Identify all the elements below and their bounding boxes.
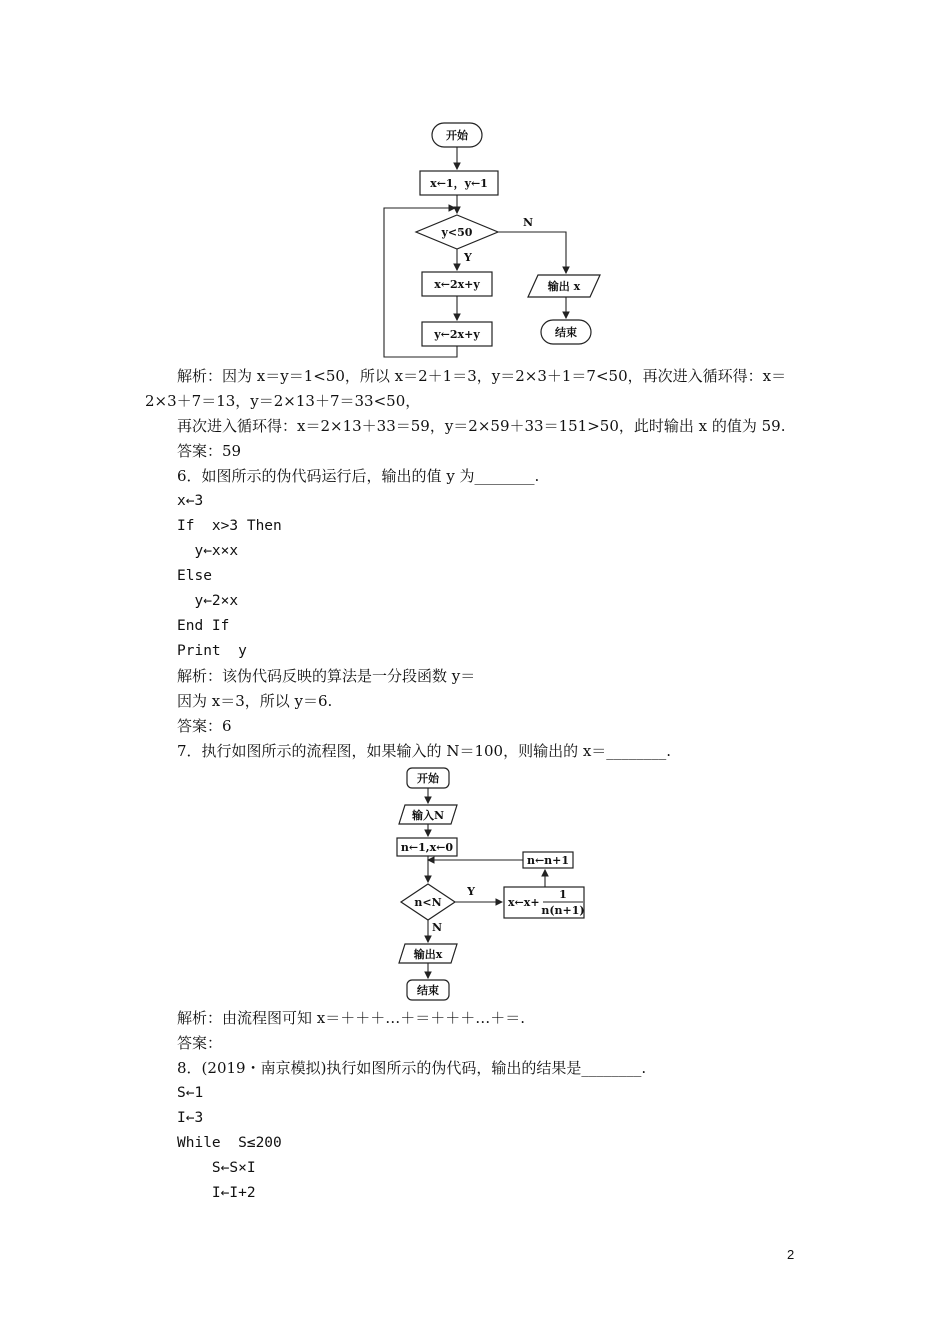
end-label: 结束 [555,326,577,339]
q6-code-line: y←2×x [177,593,239,609]
q6-solution-line-1: 解析：该伪代码反映的算法是一分段函数 y＝ [177,667,476,685]
q7-question: 7．执行如图所示的流程图，如果输入的 N＝100，则输出的 x＝________. [177,742,672,760]
step2-label: y←2x+y [434,328,480,341]
fraction-numerator: 1 [559,888,567,901]
q7-solution: 解析：由流程图可知 x＝＋＋＋…＋＝＋＋＋…＋＝. [177,1009,525,1027]
q6-solution-line-2: 因为 x＝3，所以 y＝6. [177,692,333,710]
q6-answer: 答案：6 [177,717,232,735]
q7-answer: 答案： [177,1034,223,1052]
q5-solution-line-3: 再次进入循环得：x＝2×13＋33＝59，y＝2×59＋33＝151>50，此时输出 x 的值为 59. [177,417,786,435]
yes-label: Y [464,251,472,264]
page-number: 2 [787,1247,795,1262]
update-x-label: x←x+ [508,896,540,909]
condition-label: y<50 [441,226,473,239]
q6-code-line: If x>3 Then [177,518,282,534]
q6-code-line: End If [177,618,230,634]
q8-code-line: I←I+2 [177,1185,256,1201]
q8-code-line: While S≤200 [177,1135,282,1151]
output-label: 输出x [413,948,443,961]
q8-question: 8．(2019・南京模拟)执行如图所示的伪代码，输出的结果是________. [177,1059,647,1077]
q8-code-line: S←S×I [177,1160,256,1176]
start-label: 开始 [417,772,439,785]
update-n-label: n←n+1 [526,854,570,867]
no-label: N [432,921,443,934]
start-label: 开始 [446,129,468,142]
q6-code-line: Else [177,568,212,584]
yes-label: Y [467,885,475,898]
input-label: 输入N [411,809,445,822]
init-label: x←1，y←1 [430,177,488,190]
flowchart-2 [385,762,595,1007]
q5-solution-line-2: 2×3＋7＝13，y＝2×13＋7＝33<50， [145,392,421,410]
q8-code-line: I←3 [177,1110,204,1126]
q5-solution-line-1: 解析：因为 x＝y＝1<50，所以 x＝2＋1＝3，y＝2×3＋1＝7<50，再次进入循环得：x＝ [177,367,787,385]
condition-label: n<N [414,896,442,909]
flowchart-1 [370,115,620,365]
end-label: 结束 [417,984,439,997]
q5-answer: 答案：59 [177,442,242,460]
q6-question: 6．如图所示的伪代码运行后，输出的值 y 为________. [177,467,540,485]
no-label: N [522,216,534,229]
step1-label: x←2x+y [434,278,480,291]
q8-code-line: S←1 [177,1085,204,1101]
fraction-denominator: n(n+1) [541,904,585,917]
q6-code-line: y←x×x [177,543,239,559]
output-label: 输出 x [547,280,581,293]
q6-code-line: x←3 [177,493,204,509]
init-label: n←1,x←0 [400,841,454,854]
q6-code-line: Print y [177,643,247,659]
